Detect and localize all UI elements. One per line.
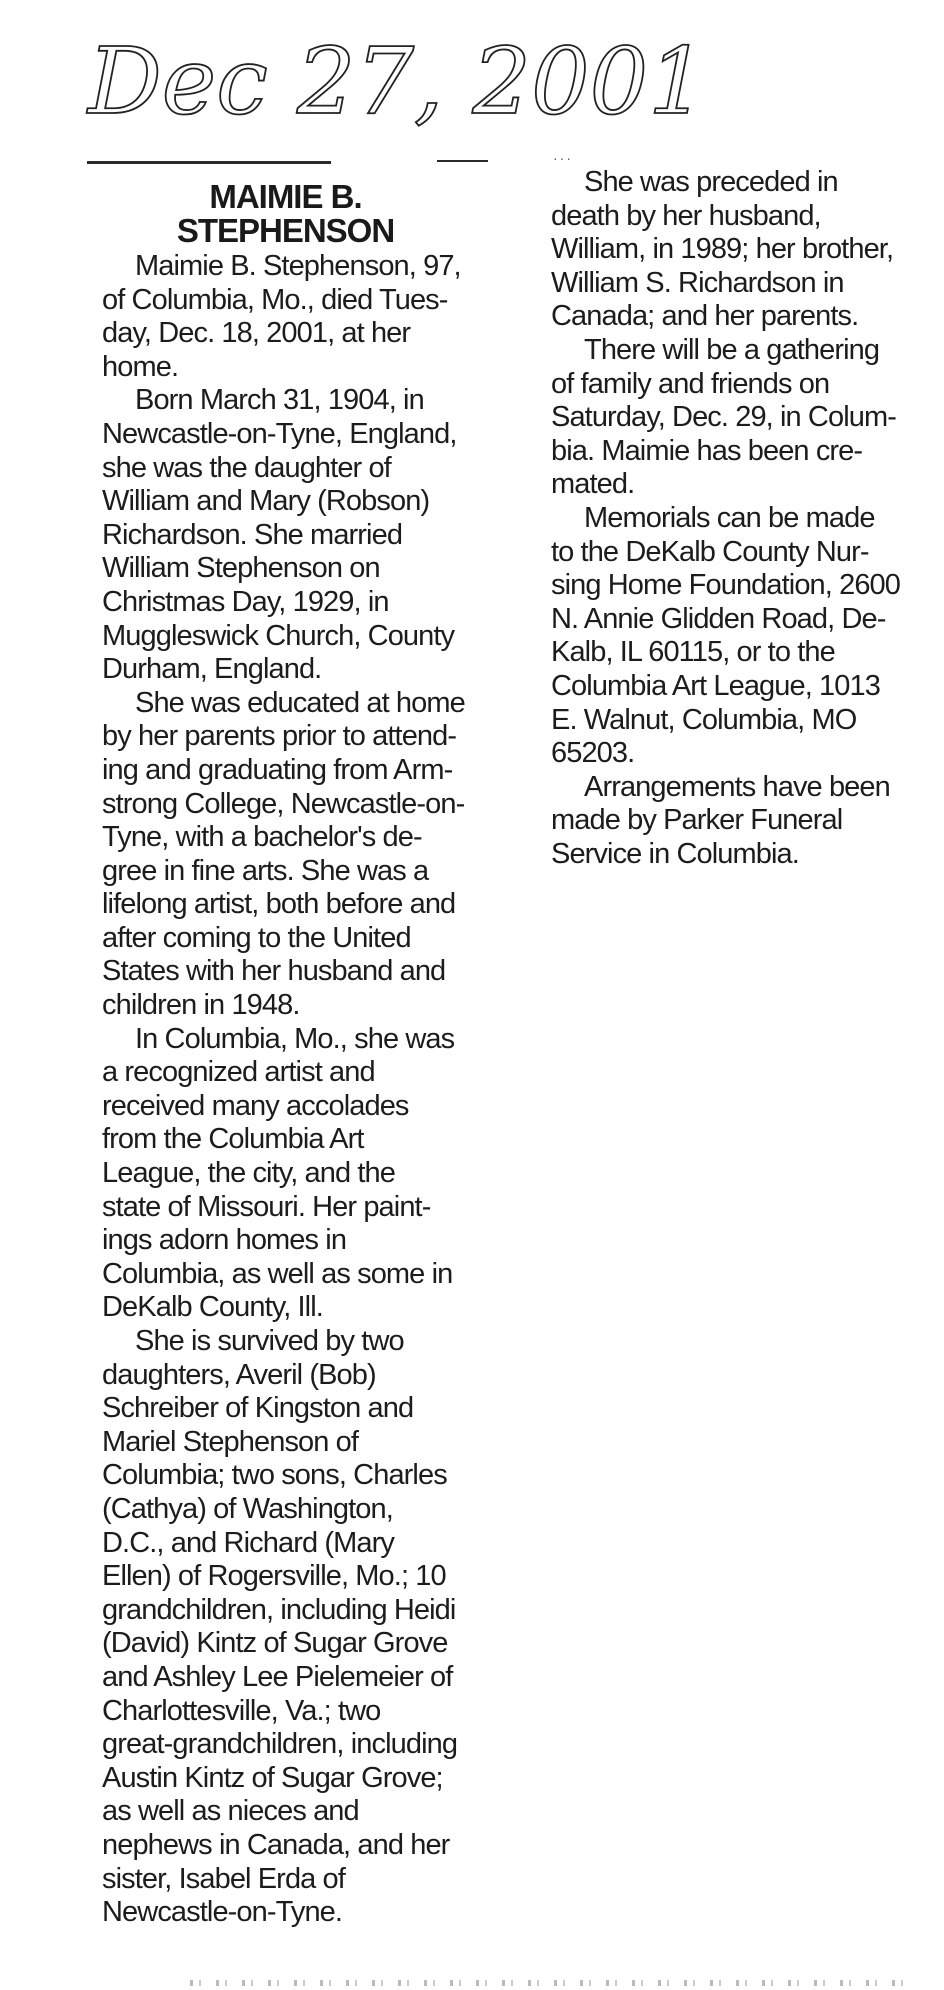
paragraph bbox=[551, 771, 931, 872]
text-line: Newcastle-on-Tyne. bbox=[102, 1896, 343, 1929]
text-line: DeKalb County, Ill. bbox=[102, 1291, 323, 1324]
text-line: received many accolades bbox=[102, 1089, 409, 1122]
text-line: Arrangements have been bbox=[584, 770, 890, 803]
separator-rule bbox=[87, 161, 331, 164]
text-line: E. Walnut, Columbia, MO bbox=[551, 703, 857, 736]
text-line: strong College, Newcastle-on- bbox=[102, 787, 465, 820]
text-line: gree in fine arts. She was a bbox=[102, 854, 429, 887]
paragraph bbox=[102, 1325, 482, 1930]
column-continuation-dots: ··· bbox=[553, 150, 573, 166]
text-line: great-grandchildren, including bbox=[102, 1728, 458, 1761]
text-line: state of Missouri. Her paint- bbox=[102, 1190, 431, 1223]
text-line: ing and graduating from Arm- bbox=[102, 753, 453, 786]
text-line: after coming to the United bbox=[102, 921, 411, 954]
text-line: grandchildren, including Heidi bbox=[102, 1593, 456, 1626]
text-line: Maimie B. Stephenson, 97, bbox=[135, 250, 461, 282]
text-line: nephews in Canada, and her bbox=[102, 1828, 450, 1861]
paragraph bbox=[551, 166, 931, 334]
text-line: Columbia; two sons, Charles bbox=[102, 1459, 447, 1492]
handwritten-date bbox=[88, 18, 707, 148]
separator-rule-short bbox=[437, 160, 488, 162]
text-line: In Columbia, Mo., she was bbox=[135, 1022, 455, 1055]
obituary-column-2 bbox=[551, 166, 931, 871]
text-line: Newcastle-on-Tyne, England, bbox=[102, 417, 457, 450]
text-line: mated. bbox=[551, 468, 635, 501]
text-line: Tyne, with a bachelor's de- bbox=[102, 821, 422, 854]
text-line: Kalb, IL 60115, or to the bbox=[551, 636, 835, 669]
text-line: a recognized artist and bbox=[102, 1056, 375, 1089]
text-line: made by Parker Funeral bbox=[551, 804, 843, 837]
paragraph bbox=[102, 250, 482, 384]
scan-edge-artifacts bbox=[190, 1980, 910, 1986]
text-line: of family and friends on bbox=[551, 367, 830, 400]
text-line: Mariel Stephenson of bbox=[102, 1425, 359, 1458]
paragraph bbox=[102, 384, 482, 686]
text-line: death by her husband, bbox=[551, 199, 821, 232]
text-line: to the DeKalb County Nur- bbox=[551, 535, 869, 568]
text-line: William Stephenson on bbox=[102, 552, 380, 585]
text-line: William, in 1989; her brother, bbox=[551, 233, 894, 266]
text-line: There will be a gathering bbox=[584, 333, 880, 366]
text-line: sing Home Foundation, 2600 bbox=[551, 569, 901, 602]
text-line: Richardson. She married bbox=[102, 518, 403, 551]
text-line: Austin Kintz of Sugar Grove; bbox=[102, 1761, 443, 1794]
text-line: Columbia Art League, 1013 bbox=[551, 669, 880, 702]
obituary-headline bbox=[102, 180, 469, 248]
text-line: from the Columbia Art bbox=[102, 1123, 364, 1156]
text-line: ings adorn homes in bbox=[102, 1224, 347, 1257]
text-line: Christmas Day, 1929, in bbox=[102, 585, 389, 618]
text-line: Born March 31, 1904, in bbox=[135, 384, 424, 417]
text-line: Service in Columbia. bbox=[551, 837, 799, 870]
obituary-column-1 bbox=[102, 250, 482, 1930]
text-line: Durham, England. bbox=[102, 653, 322, 686]
headline-line-2: STEPHENSON bbox=[176, 212, 395, 249]
text-line: She is survived by two bbox=[135, 1325, 404, 1357]
text-line: Memorials can be made bbox=[584, 501, 875, 534]
text-line: (Cathya) of Washington, bbox=[102, 1492, 393, 1525]
paragraph bbox=[551, 502, 931, 771]
text-line: N. Annie Glidden Road, De- bbox=[551, 602, 886, 635]
text-line: Charlottesville, Va.; two bbox=[102, 1694, 381, 1727]
text-line: by her parents prior to attend- bbox=[102, 720, 457, 753]
text-line: day, Dec. 18, 2001, at her bbox=[102, 317, 411, 350]
text-line: She was educated at home bbox=[135, 686, 465, 719]
text-line: States with her husband and bbox=[102, 955, 446, 988]
text-line: home. bbox=[102, 350, 179, 383]
text-line: sister, Isabel Erda of bbox=[102, 1862, 345, 1895]
text-line: of Columbia, Mo., died Tues- bbox=[102, 283, 448, 316]
paragraph bbox=[102, 1023, 482, 1325]
text-line: Ellen) of Rogersville, Mo.; 10 bbox=[102, 1560, 446, 1593]
text-line: Schreiber of Kingston and bbox=[102, 1392, 414, 1425]
text-line: and Ashley Lee Pielemeier of bbox=[102, 1660, 453, 1693]
headline-line-1: MAIMIE B. bbox=[209, 178, 362, 215]
text-line: Saturday, Dec. 29, in Colum- bbox=[551, 401, 896, 434]
text-line: 65203. bbox=[551, 737, 635, 770]
text-line: She was preceded in bbox=[584, 166, 838, 198]
paragraph bbox=[551, 334, 931, 502]
paragraph bbox=[102, 687, 482, 1023]
handwritten-date-text: Dec 27, 2001 bbox=[88, 28, 707, 135]
text-line: League, the city, and the bbox=[102, 1157, 395, 1190]
text-line: she was the daughter of bbox=[102, 451, 391, 484]
text-line: D.C., and Richard (Mary bbox=[102, 1526, 394, 1559]
text-line: Muggleswick Church, County bbox=[102, 619, 455, 652]
text-line: Columbia, as well as some in bbox=[102, 1257, 453, 1290]
text-line: William S. Richardson in bbox=[551, 266, 844, 299]
text-line: children in 1948. bbox=[102, 989, 300, 1022]
text-line: (David) Kintz of Sugar Grove bbox=[102, 1627, 448, 1660]
text-line: lifelong artist, both before and bbox=[102, 888, 456, 921]
text-line: William and Mary (Robson) bbox=[102, 485, 430, 518]
text-line: Canada; and her parents. bbox=[551, 300, 859, 333]
text-line: daughters, Averil (Bob) bbox=[102, 1358, 376, 1391]
text-line: bia. Maimie has been cre- bbox=[551, 434, 863, 467]
text-line: as well as nieces and bbox=[102, 1795, 359, 1828]
